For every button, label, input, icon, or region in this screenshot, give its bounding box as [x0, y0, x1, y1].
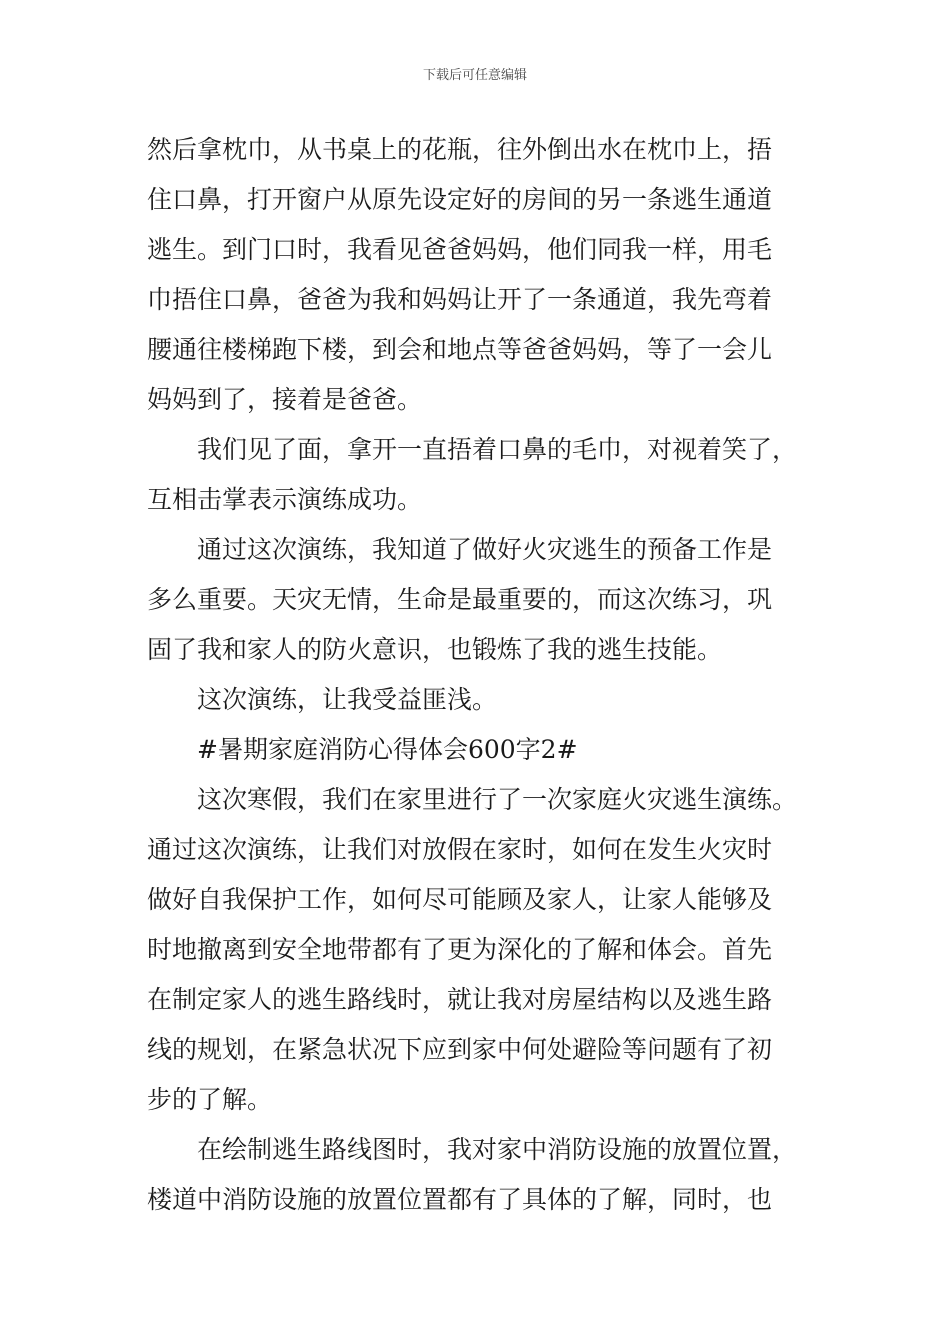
text-line: 腰通往楼梯跑下楼，到会和地点等爸爸妈妈，等了一会儿 [147, 335, 773, 364]
text-line: 互相击掌表示演练成功。 [147, 485, 423, 514]
text-line: 做好自我保护工作，如何尽可能顾及家人，让家人能够及 [147, 885, 773, 914]
text-line: 住口鼻，打开窗户从原先设定好的房间的另一条逃生通道 [147, 185, 773, 214]
document-body [147, 125, 837, 1225]
text-line: 多么重要。天灾无情，生命是最重要的，而这次练习，巩 [147, 585, 773, 614]
text-line: 线的规划，在紧急状况下应到家中何处避险等问题有了初 [147, 1035, 773, 1064]
text-line: 固了我和家人的防火意识，也锻炼了我的逃生技能。 [147, 635, 723, 664]
text-line: 通过这次演练，让我们对放假在家时，如何在发生火灾时 [147, 835, 773, 864]
text-line: 在绘制逃生路线图时，我对家中消防设施的放置位置， [197, 1135, 798, 1164]
text-line: 这次寒假，我们在家里进行了一次家庭火灾逃生演练。 [197, 785, 798, 814]
text-line: 步的了解。 [147, 1085, 273, 1114]
section-heading: #暑期家庭消防心得体会600字2# [197, 735, 578, 764]
text-line: 这次演练，让我受益匪浅。 [197, 685, 498, 714]
text-line: 在制定家人的逃生路线时，就让我对房屋结构以及逃生路 [147, 985, 773, 1014]
text-line: 然后拿枕巾，从书桌上的花瓶，往外倒出水在枕巾上，捂 [147, 135, 773, 164]
text-line: 妈妈到了，接着是爸爸。 [147, 385, 423, 414]
text-line: 通过这次演练，我知道了做好火灾逃生的预备工作是 [197, 535, 773, 564]
page-header: 下载后可任意编辑 [422, 68, 527, 83]
text-line: 时地撤离到安全地带都有了更为深化的了解和体会。首先 [147, 935, 773, 964]
text-line: 楼道中消防设施的放置位置都有了具体的了解，同时，也 [147, 1185, 773, 1214]
text-line: 逃生。到门口时，我看见爸爸妈妈，他们同我一样，用毛 [147, 235, 773, 264]
text-line: 巾捂住口鼻，爸爸为我和妈妈让开了一条通道，我先弯着 [147, 285, 773, 314]
text-line: 我们见了面，拿开一直捂着口鼻的毛巾，对视着笑了， [197, 435, 798, 464]
